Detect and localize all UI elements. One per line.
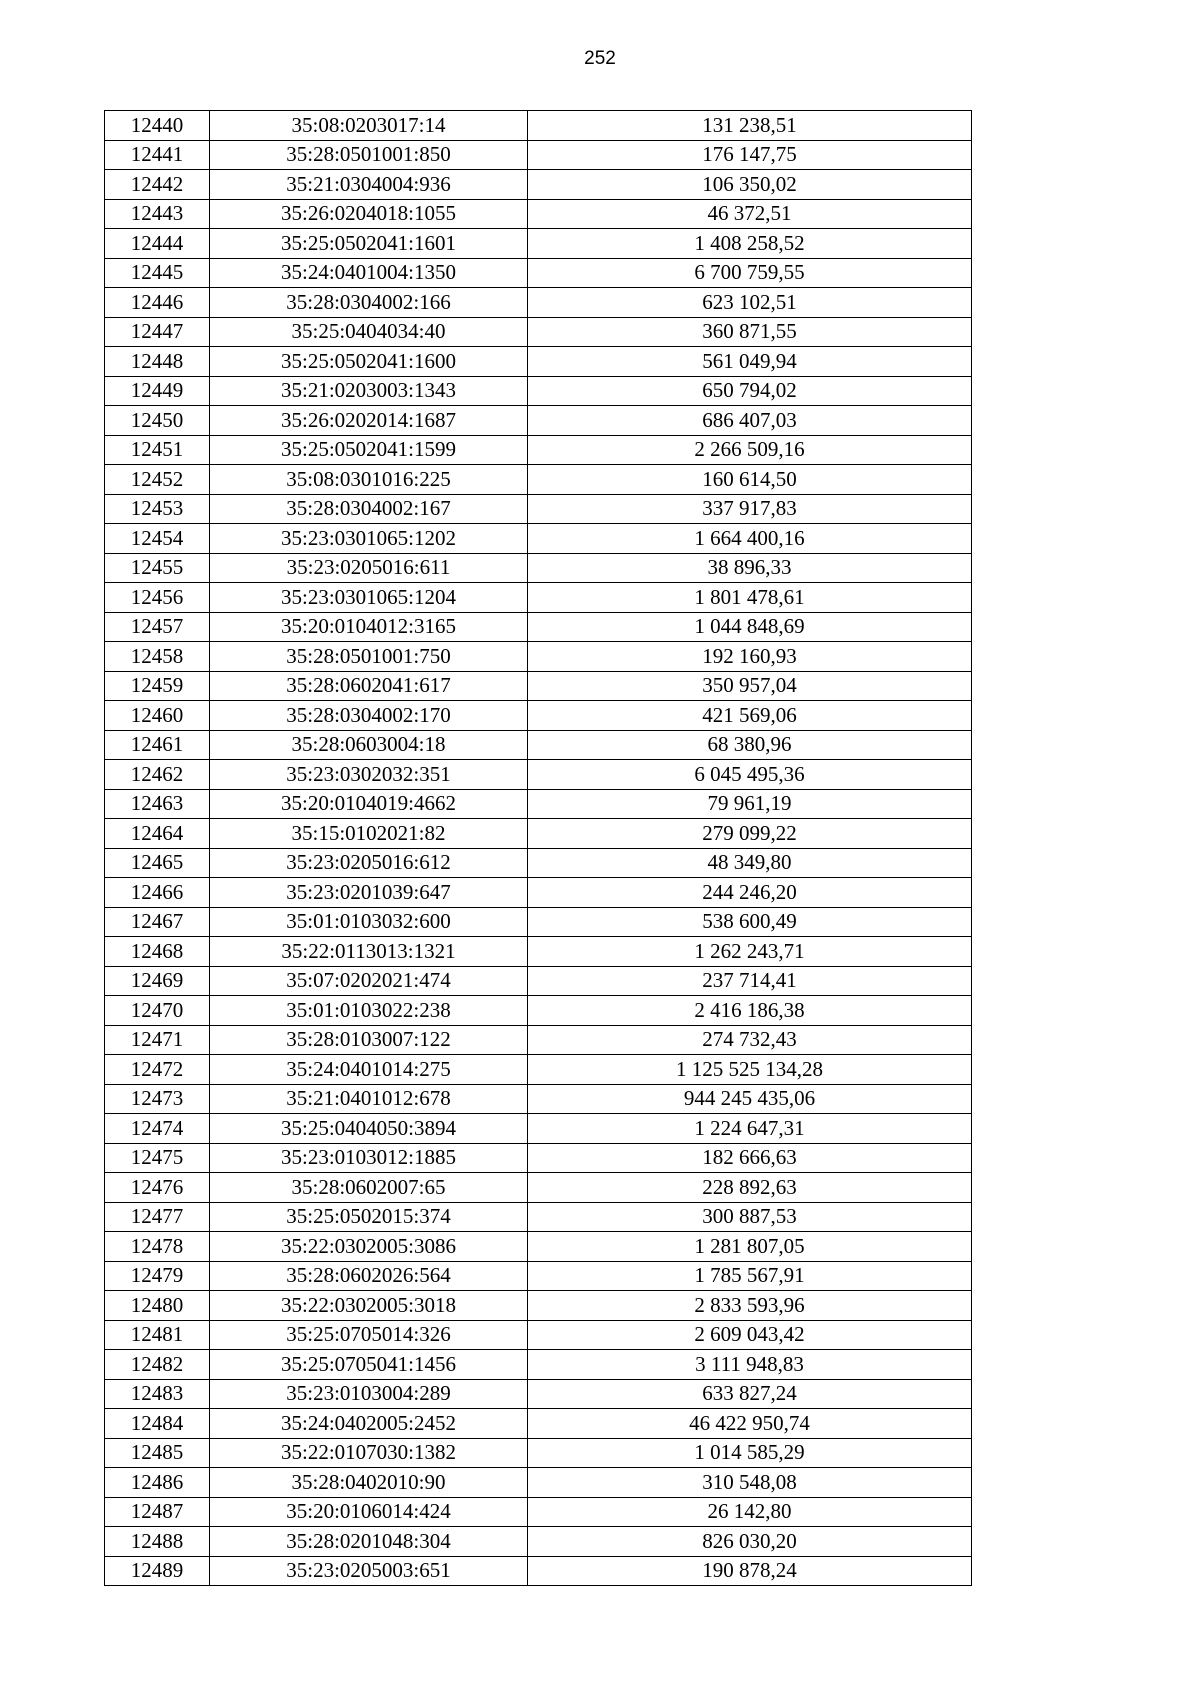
cadastral-value-cell: 623 102,51	[528, 288, 972, 318]
cadastral-number-cell: 35:23:0205016:612	[210, 848, 528, 878]
table-row	[105, 258, 972, 288]
row-number-cell: 12485	[105, 1438, 210, 1468]
cadastral-number-cell: 35:23:0205003:651	[210, 1556, 528, 1586]
cadastral-value-cell: 1 125 525 134,28	[528, 1055, 972, 1085]
row-number-cell: 12481	[105, 1320, 210, 1350]
row-number-cell: 12442	[105, 170, 210, 200]
cadastral-number-cell: 35:07:0202021:474	[210, 966, 528, 996]
row-number-cell: 12470	[105, 996, 210, 1026]
cadastral-number-cell: 35:23:0302032:351	[210, 760, 528, 790]
cadastral-value-cell: 131 238,51	[528, 111, 972, 141]
table-row	[105, 848, 972, 878]
row-number-cell: 12468	[105, 937, 210, 967]
cadastral-number-cell: 35:28:0201048:304	[210, 1527, 528, 1557]
table-row	[105, 789, 972, 819]
row-number-cell: 12465	[105, 848, 210, 878]
row-number-cell: 12469	[105, 966, 210, 996]
cadastral-value-cell: 192 160,93	[528, 642, 972, 672]
cadastral-number-cell: 35:28:0304002:170	[210, 701, 528, 731]
table-row	[105, 170, 972, 200]
row-number-cell: 12460	[105, 701, 210, 731]
table-row	[105, 553, 972, 583]
table-row	[105, 524, 972, 554]
cadastral-value-cell: 2 266 509,16	[528, 435, 972, 465]
row-number-cell: 12464	[105, 819, 210, 849]
cadastral-value-cell: 79 961,19	[528, 789, 972, 819]
cadastral-number-cell: 35:25:0502041:1601	[210, 229, 528, 259]
cadastral-value-cell: 350 957,04	[528, 671, 972, 701]
cadastral-number-cell: 35:28:0602041:617	[210, 671, 528, 701]
row-number-cell: 12440	[105, 111, 210, 141]
row-number-cell: 12445	[105, 258, 210, 288]
cadastral-value-cell: 38 896,33	[528, 553, 972, 583]
table-row	[105, 1291, 972, 1321]
cadastral-number-cell: 35:25:0705041:1456	[210, 1350, 528, 1380]
cadastral-value-cell: 944 245 435,06	[528, 1084, 972, 1114]
cadastral-number-cell: 35:25:0502041:1600	[210, 347, 528, 377]
cadastral-value-cell: 1 281 807,05	[528, 1232, 972, 1262]
cadastral-value-cell: 46 422 950,74	[528, 1409, 972, 1439]
cadastral-value-cell: 650 794,02	[528, 376, 972, 406]
row-number-cell: 12444	[105, 229, 210, 259]
row-number-cell: 12461	[105, 730, 210, 760]
cadastral-number-cell: 35:08:0203017:14	[210, 111, 528, 141]
row-number-cell: 12458	[105, 642, 210, 672]
cadastral-value-cell: 1 801 478,61	[528, 583, 972, 613]
cadastral-number-cell: 35:26:0204018:1055	[210, 199, 528, 229]
cadastral-number-cell: 35:24:0402005:2452	[210, 1409, 528, 1439]
row-number-cell: 12480	[105, 1291, 210, 1321]
cadastral-value-cell: 1 664 400,16	[528, 524, 972, 554]
cadastral-value-cell: 244 246,20	[528, 878, 972, 908]
cadastral-number-cell: 35:28:0602026:564	[210, 1261, 528, 1291]
cadastral-number-cell: 35:22:0113013:1321	[210, 937, 528, 967]
row-number-cell: 12466	[105, 878, 210, 908]
cadastral-number-cell: 35:28:0304002:167	[210, 494, 528, 524]
table-row	[105, 347, 972, 377]
table-row	[105, 111, 972, 141]
table-row	[105, 435, 972, 465]
row-number-cell: 12453	[105, 494, 210, 524]
page-number: 252	[584, 48, 616, 69]
table-row	[105, 1497, 972, 1527]
table-row	[105, 642, 972, 672]
row-number-cell: 12447	[105, 317, 210, 347]
cadastral-number-cell: 35:20:0106014:424	[210, 1497, 528, 1527]
cadastral-value-cell: 190 878,24	[528, 1556, 972, 1586]
cadastral-value-cell: 1 262 243,71	[528, 937, 972, 967]
table-row	[105, 612, 972, 642]
row-number-cell: 12487	[105, 1497, 210, 1527]
row-number-cell: 12474	[105, 1114, 210, 1144]
cadastral-value-cell: 360 871,55	[528, 317, 972, 347]
row-number-cell: 12454	[105, 524, 210, 554]
cadastral-number-cell: 35:28:0501001:850	[210, 140, 528, 170]
table-row	[105, 229, 972, 259]
row-number-cell: 12479	[105, 1261, 210, 1291]
cadastral-value-cell: 1 014 585,29	[528, 1438, 972, 1468]
table-row	[105, 1350, 972, 1380]
cadastral-value-cell: 1 408 258,52	[528, 229, 972, 259]
table-row	[105, 1556, 972, 1586]
table-row	[105, 701, 972, 731]
cadastral-number-cell: 35:23:0103012:1885	[210, 1143, 528, 1173]
cadastral-number-cell: 35:26:0202014:1687	[210, 406, 528, 436]
row-number-cell: 12472	[105, 1055, 210, 1085]
cadastral-number-cell: 35:22:0107030:1382	[210, 1438, 528, 1468]
row-number-cell: 12475	[105, 1143, 210, 1173]
table-row	[105, 1025, 972, 1055]
row-number-cell: 12478	[105, 1232, 210, 1262]
cadastral-value-cell: 633 827,24	[528, 1379, 972, 1409]
table-row	[105, 1468, 972, 1498]
row-number-cell: 12484	[105, 1409, 210, 1439]
cadastral-number-cell: 35:01:0103032:600	[210, 907, 528, 937]
table-row	[105, 376, 972, 406]
cadastral-number-cell: 35:23:0301065:1204	[210, 583, 528, 613]
row-number-cell: 12463	[105, 789, 210, 819]
cadastral-value-cell: 237 714,41	[528, 966, 972, 996]
table-row	[105, 1232, 972, 1262]
cadastral-value-cell: 300 887,53	[528, 1202, 972, 1232]
table-row	[105, 1202, 972, 1232]
cadastral-value-cell: 421 569,06	[528, 701, 972, 731]
cadastral-number-cell: 35:25:0502015:374	[210, 1202, 528, 1232]
cadastral-number-cell: 35:24:0401004:1350	[210, 258, 528, 288]
table-row	[105, 494, 972, 524]
row-number-cell: 12486	[105, 1468, 210, 1498]
cadastral-number-cell: 35:22:0302005:3086	[210, 1232, 528, 1262]
cadastral-value-cell: 6 045 495,36	[528, 760, 972, 790]
table-row	[105, 819, 972, 849]
table-row	[105, 1438, 972, 1468]
cadastral-value-cell: 182 666,63	[528, 1143, 972, 1173]
table-row	[105, 406, 972, 436]
table-row	[105, 1379, 972, 1409]
row-number-cell: 12443	[105, 199, 210, 229]
cadastral-value-cell: 106 350,02	[528, 170, 972, 200]
row-number-cell: 12471	[105, 1025, 210, 1055]
cadastral-number-cell: 35:24:0401014:275	[210, 1055, 528, 1085]
row-number-cell: 12488	[105, 1527, 210, 1557]
cadastral-number-cell: 35:28:0501001:750	[210, 642, 528, 672]
row-number-cell: 12477	[105, 1202, 210, 1232]
cadastral-value-cell: 561 049,94	[528, 347, 972, 377]
cadastral-number-cell: 35:20:0104012:3165	[210, 612, 528, 642]
cadastral-value-cell: 46 372,51	[528, 199, 972, 229]
cadastral-value-cell: 1 224 647,31	[528, 1114, 972, 1144]
cadastral-number-cell: 35:28:0103007:122	[210, 1025, 528, 1055]
table-row	[105, 730, 972, 760]
table-row	[105, 1055, 972, 1085]
table-row	[105, 288, 972, 318]
cadastral-number-cell: 35:15:0102021:82	[210, 819, 528, 849]
cadastral-value-cell: 538 600,49	[528, 907, 972, 937]
table-row	[105, 1143, 972, 1173]
cadastral-number-cell: 35:23:0301065:1202	[210, 524, 528, 554]
cadastral-value-cell: 160 614,50	[528, 465, 972, 495]
cadastral-number-cell: 35:23:0201039:647	[210, 878, 528, 908]
row-number-cell: 12449	[105, 376, 210, 406]
table-row	[105, 140, 972, 170]
table-row	[105, 760, 972, 790]
cadastral-number-cell: 35:23:0103004:289	[210, 1379, 528, 1409]
table-row	[105, 671, 972, 701]
cadastral-value-cell: 2 416 186,38	[528, 996, 972, 1026]
cadastral-value-cell: 26 142,80	[528, 1497, 972, 1527]
cadastral-value-cell: 228 892,63	[528, 1173, 972, 1203]
cadastral-value-cell: 1 044 848,69	[528, 612, 972, 642]
cadastral-number-cell: 35:23:0205016:611	[210, 553, 528, 583]
row-number-cell: 12446	[105, 288, 210, 318]
row-number-cell: 12467	[105, 907, 210, 937]
row-number-cell: 12441	[105, 140, 210, 170]
table-row	[105, 907, 972, 937]
table-row	[105, 317, 972, 347]
cadastral-value-cell: 6 700 759,55	[528, 258, 972, 288]
table-row	[105, 1084, 972, 1114]
cadastral-value-cell: 3 111 948,83	[528, 1350, 972, 1380]
cadastral-value-cell: 310 548,08	[528, 1468, 972, 1498]
cadastral-number-cell: 35:28:0304002:166	[210, 288, 528, 318]
cadastral-number-cell: 35:25:0404034:40	[210, 317, 528, 347]
table-row	[105, 996, 972, 1026]
cadastral-number-cell: 35:21:0203003:1343	[210, 376, 528, 406]
cadastral-number-cell: 35:25:0404050:3894	[210, 1114, 528, 1144]
table-body	[105, 111, 972, 1586]
cadastral-number-cell: 35:28:0602007:65	[210, 1173, 528, 1203]
row-number-cell: 12448	[105, 347, 210, 377]
cadastral-value-cell: 68 380,96	[528, 730, 972, 760]
table-row	[105, 1114, 972, 1144]
row-number-cell: 12455	[105, 553, 210, 583]
cadastral-number-cell: 35:28:0402010:90	[210, 1468, 528, 1498]
row-number-cell: 12452	[105, 465, 210, 495]
cadastral-value-cell: 176 147,75	[528, 140, 972, 170]
table-row	[105, 878, 972, 908]
cadastral-value-table	[104, 110, 972, 1586]
row-number-cell: 12457	[105, 612, 210, 642]
row-number-cell: 12483	[105, 1379, 210, 1409]
cadastral-number-cell: 35:28:0603004:18	[210, 730, 528, 760]
row-number-cell: 12473	[105, 1084, 210, 1114]
row-number-cell: 12482	[105, 1350, 210, 1380]
table-row	[105, 583, 972, 613]
cadastral-value-cell: 337 917,83	[528, 494, 972, 524]
row-number-cell: 12450	[105, 406, 210, 436]
table-row	[105, 1409, 972, 1439]
cadastral-number-cell: 35:25:0705014:326	[210, 1320, 528, 1350]
cadastral-value-cell: 48 349,80	[528, 848, 972, 878]
table-row	[105, 1261, 972, 1291]
cadastral-value-cell: 279 099,22	[528, 819, 972, 849]
row-number-cell: 12476	[105, 1173, 210, 1203]
cadastral-number-cell: 35:25:0502041:1599	[210, 435, 528, 465]
cadastral-number-cell: 35:01:0103022:238	[210, 996, 528, 1026]
cadastral-number-cell: 35:21:0304004:936	[210, 170, 528, 200]
cadastral-value-cell: 2 833 593,96	[528, 1291, 972, 1321]
table-row	[105, 199, 972, 229]
row-number-cell: 12462	[105, 760, 210, 790]
table-row	[105, 1527, 972, 1557]
cadastral-value-cell: 686 407,03	[528, 406, 972, 436]
row-number-cell: 12459	[105, 671, 210, 701]
row-number-cell: 12456	[105, 583, 210, 613]
table-row	[105, 937, 972, 967]
table-row	[105, 1173, 972, 1203]
table-row	[105, 465, 972, 495]
cadastral-value-cell: 826 030,20	[528, 1527, 972, 1557]
cadastral-number-cell: 35:20:0104019:4662	[210, 789, 528, 819]
row-number-cell: 12451	[105, 435, 210, 465]
cadastral-number-cell: 35:22:0302005:3018	[210, 1291, 528, 1321]
cadastral-number-cell: 35:08:0301016:225	[210, 465, 528, 495]
row-number-cell: 12489	[105, 1556, 210, 1586]
cadastral-value-cell: 274 732,43	[528, 1025, 972, 1055]
cadastral-value-cell: 1 785 567,91	[528, 1261, 972, 1291]
table-row	[105, 966, 972, 996]
table-row	[105, 1320, 972, 1350]
cadastral-number-cell: 35:21:0401012:678	[210, 1084, 528, 1114]
cadastral-value-cell: 2 609 043,42	[528, 1320, 972, 1350]
